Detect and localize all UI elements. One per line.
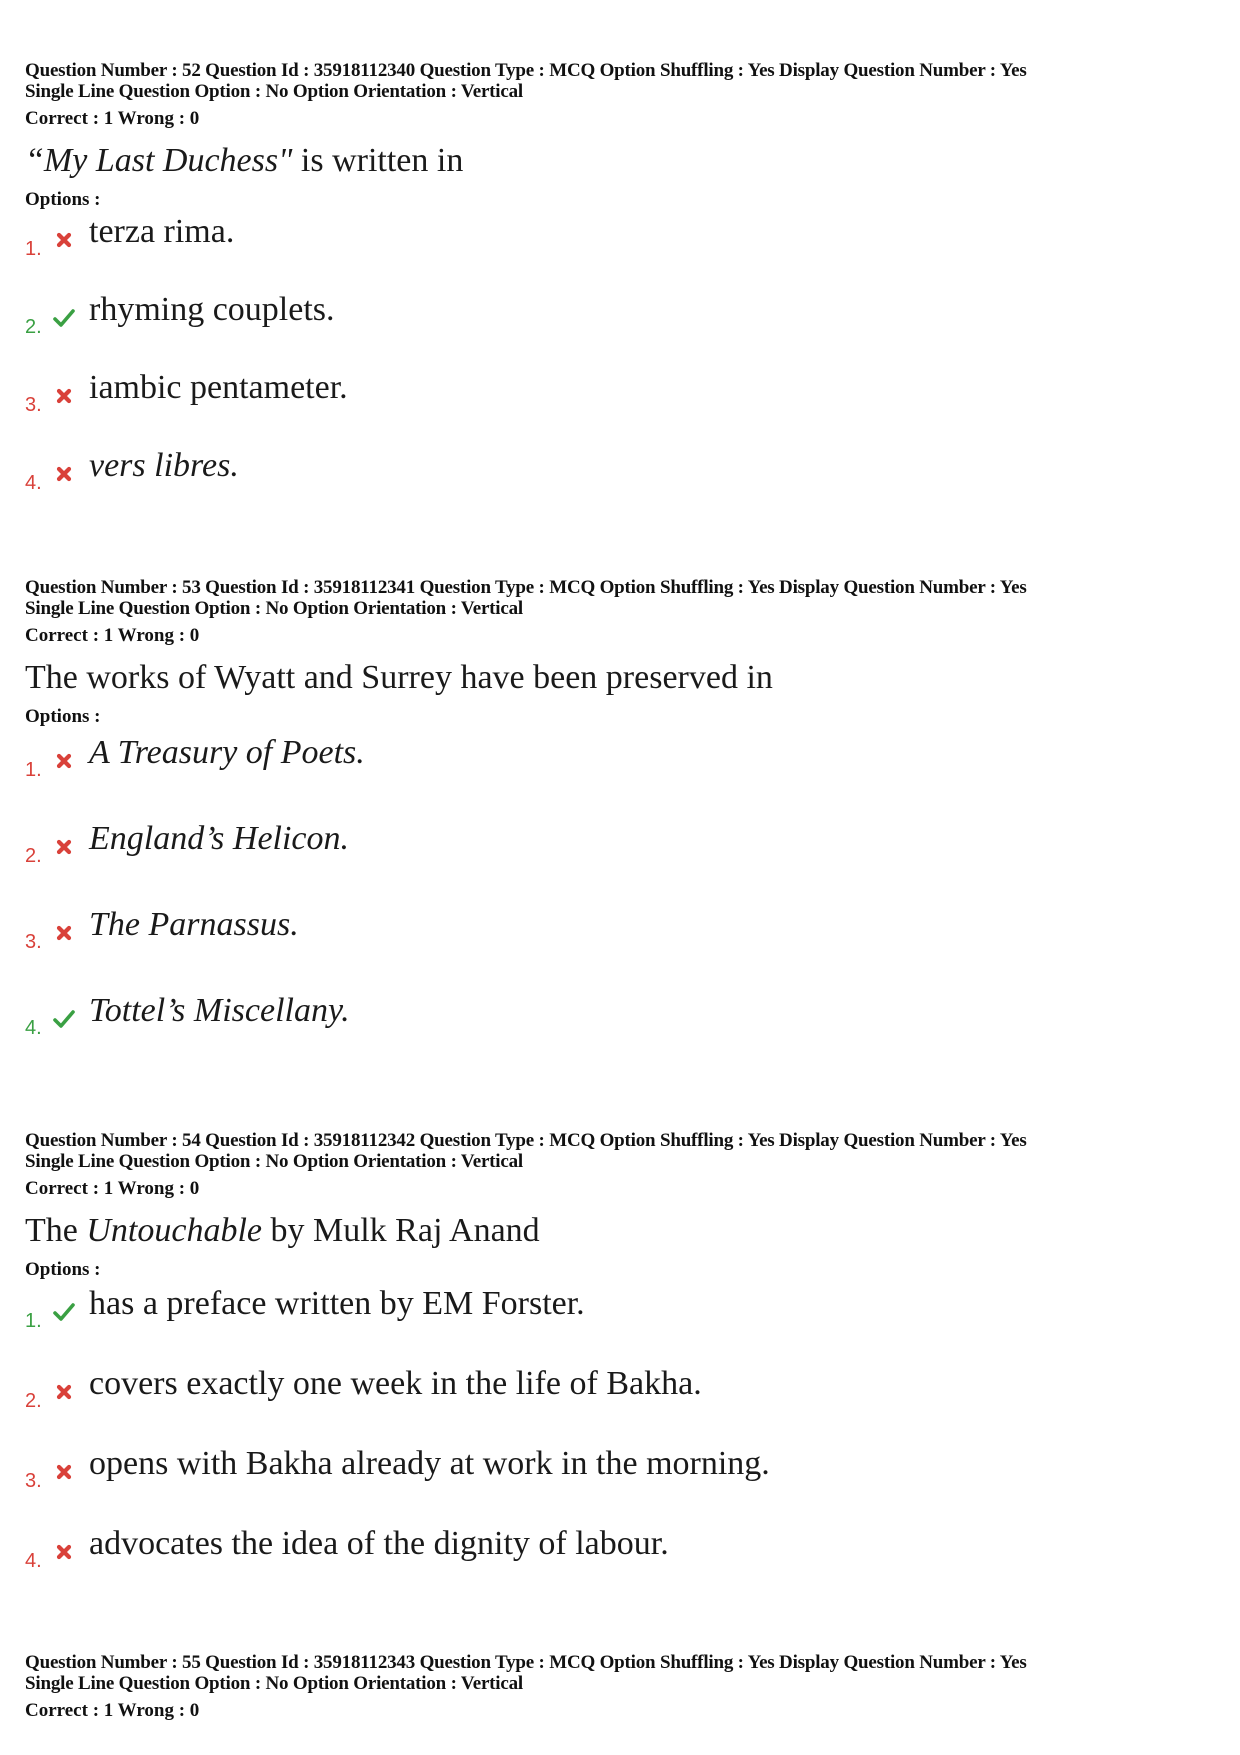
question-meta-line2: Single Line Question Option : No Option Orientation : Vertical <box>25 81 523 102</box>
question-block-53 <box>25 577 1220 1083</box>
option-number: 2. <box>25 1390 42 1412</box>
option-item-4 <box>25 447 1220 530</box>
options-label: Options : <box>25 189 101 210</box>
option-number: 1. <box>25 238 42 260</box>
question-text: The works of Wyatt and Surrey have been preserved in <box>25 659 773 696</box>
option-text: The Parnassus. <box>89 906 299 943</box>
question-text <box>25 1211 1220 1251</box>
option-item-4 <box>25 1525 1220 1610</box>
option-item-1 <box>25 213 1220 296</box>
option-number: 4. <box>25 1550 42 1572</box>
question-score: Correct : 1 Wrong : 0 <box>25 1700 200 1721</box>
question-text-post: by Mulk Raj Anand <box>262 1212 540 1249</box>
cross-icon <box>52 384 76 408</box>
option-number: 4. <box>25 1017 42 1039</box>
options-list <box>25 213 1220 530</box>
question-block-52 <box>25 60 1220 530</box>
option-number: 4. <box>25 472 42 494</box>
question-score: Correct : 1 Wrong : 0 <box>25 108 200 129</box>
option-text: advocates the idea of the dignity of labour. <box>89 1525 669 1562</box>
question-text-plain: is written in <box>292 142 464 179</box>
option-item-2 <box>25 1365 1220 1450</box>
option-item-4 <box>25 992 1220 1083</box>
options-list <box>25 1285 1220 1610</box>
options-label: Options : <box>25 1259 101 1280</box>
option-number: 3. <box>25 394 42 416</box>
option-text: Tottel’s Miscellany. <box>89 992 350 1029</box>
option-text: opens with Bakha already at work in the morning. <box>89 1445 770 1482</box>
question-text <box>25 141 1220 181</box>
question-text-pre: The <box>25 1212 87 1249</box>
option-text: England’s Helicon. <box>89 820 350 857</box>
question-meta-line1: Question Number : 55 Question Id : 35918112343 Question Type : MCQ Option Shuffling : Yes Display Question Number : Yes <box>25 1652 1027 1673</box>
option-item-3 <box>25 369 1220 452</box>
cross-icon <box>52 835 76 859</box>
cross-icon <box>52 228 76 252</box>
option-item-1 <box>25 1285 1220 1370</box>
question-meta-line2: Single Line Question Option : No Option Orientation : Vertical <box>25 1151 523 1172</box>
option-number: 3. <box>25 931 42 953</box>
question-block-55 <box>25 1652 1220 1721</box>
question-text-italic: “My Last Duchess" <box>25 142 293 179</box>
cross-icon <box>52 921 76 945</box>
option-number: 2. <box>25 845 42 867</box>
option-text: terza rima. <box>89 213 235 250</box>
option-number: 3. <box>25 1470 42 1492</box>
question-meta-line1: Question Number : 54 Question Id : 35918112342 Question Type : MCQ Option Shuffling : Yes Display Question Number : Yes <box>25 1130 1027 1151</box>
cross-icon <box>52 749 76 773</box>
option-number: 1. <box>25 759 42 781</box>
check-icon <box>52 1300 76 1324</box>
option-text: has a preface written by EM Forster. <box>89 1285 585 1322</box>
question-meta-line1: Question Number : 53 Question Id : 35918112341 Question Type : MCQ Option Shuffling : Yes Display Question Number : Yes <box>25 577 1027 598</box>
option-item-2 <box>25 820 1220 911</box>
options-list <box>25 734 1220 1083</box>
question-text-italic: Untouchable <box>86 1212 262 1249</box>
question-score: Correct : 1 Wrong : 0 <box>25 1178 200 1199</box>
question-meta-line2: Single Line Question Option : No Option Orientation : Vertical <box>25 598 523 619</box>
option-item-3 <box>25 1445 1220 1530</box>
cross-icon <box>52 1540 76 1564</box>
option-number: 2. <box>25 316 42 338</box>
option-text: vers libres. <box>89 447 239 484</box>
question-meta-line2: Single Line Question Option : No Option Orientation : Vertical <box>25 1673 523 1694</box>
options-label: Options : <box>25 706 101 727</box>
option-item-3 <box>25 906 1220 997</box>
option-text: rhyming couplets. <box>89 291 335 328</box>
question-score: Correct : 1 Wrong : 0 <box>25 625 200 646</box>
question-block-54 <box>25 1130 1220 1610</box>
option-item-2 <box>25 291 1220 374</box>
option-text: covers exactly one week in the life of Bakha. <box>89 1365 702 1402</box>
option-number: 1. <box>25 1310 42 1332</box>
cross-icon <box>52 1460 76 1484</box>
question-meta-line1: Question Number : 52 Question Id : 35918112340 Question Type : MCQ Option Shuffling : Yes Display Question Number : Yes <box>25 60 1027 81</box>
cross-icon <box>52 1380 76 1404</box>
option-text: A Treasury of Poets. <box>89 734 365 771</box>
check-icon <box>52 306 76 330</box>
check-icon <box>52 1007 76 1031</box>
option-text: iambic pentameter. <box>89 369 348 406</box>
option-item-1 <box>25 734 1220 825</box>
cross-icon <box>52 462 76 486</box>
